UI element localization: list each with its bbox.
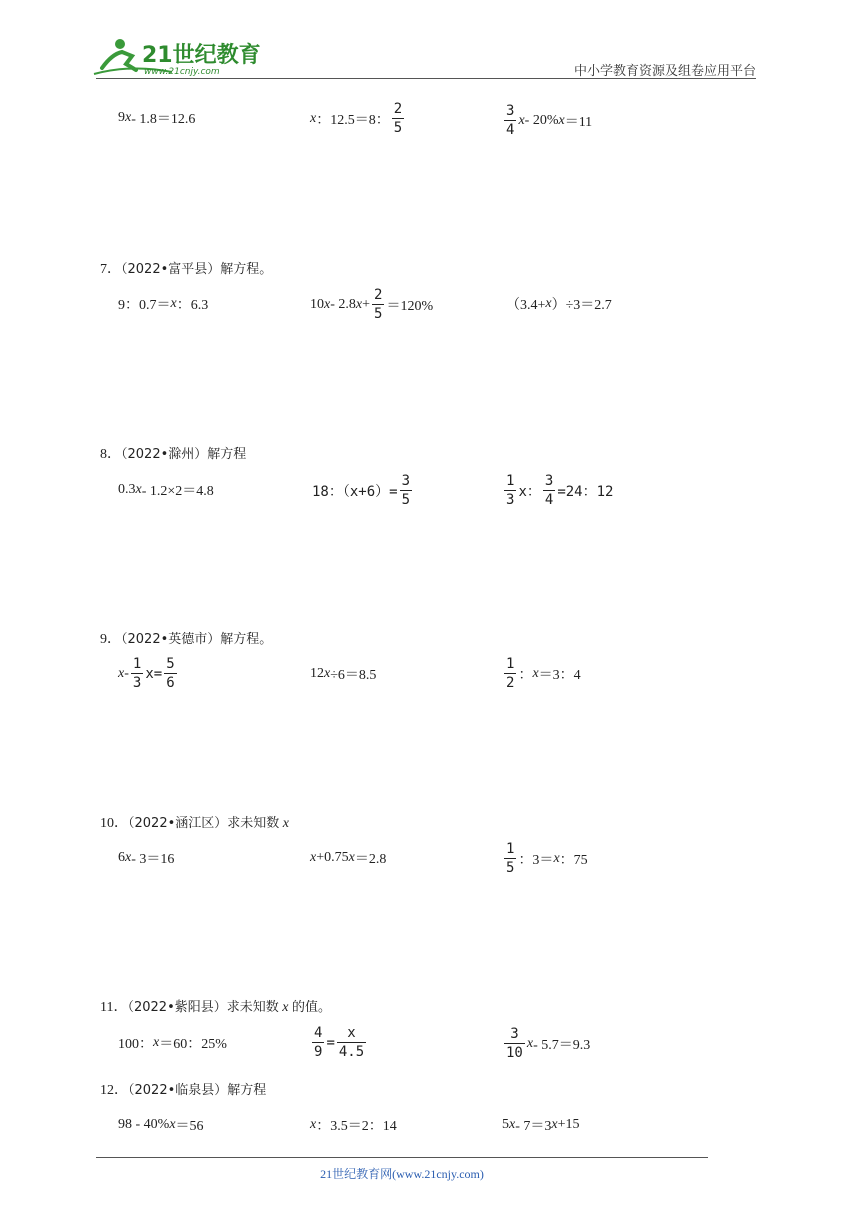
q11-eq-1: 100： x ＝60：25% (118, 1035, 227, 1052)
fraction: $\frac{3}{10}$ (506, 1026, 523, 1061)
fraction: $\frac{3}{4}$ (506, 103, 515, 138)
q10-eq-1: 6 x - 3＝16 (118, 850, 175, 867)
question-8-title: 8．（2022•滁州）解方程 (100, 447, 247, 462)
question-12-title: 12．（2022•临泉县）解方程 (100, 1083, 267, 1098)
top-eq-3: $\frac{3}{4}$ x - 20% x ＝11 (506, 103, 593, 138)
q7-eq-3: （3.4+ x ）÷3＝2.7 (506, 296, 612, 313)
q11-eq-3: $\frac{3}{10}$ x - 5.7＝9.3 (506, 1026, 591, 1061)
q11-eq-2: $\frac{4}{9}$ = $\frac{x}{4.5}$ (314, 1025, 365, 1060)
logo-url: www.21cnjy.com (144, 67, 220, 77)
question-9-title: 9．（2022•英德市）解方程。 (100, 632, 273, 647)
fraction: $\frac{1}{3}$ (132, 656, 142, 691)
q12-eq-1: 98 - 40% x ＝56 (118, 1117, 204, 1134)
fraction: $\frac{x}{4.5}$ (338, 1025, 365, 1060)
q8-eq-1: 0.3 x - 1.2×2＝4.8 (118, 482, 214, 499)
footer-site-link[interactable]: 21世纪教育网(www.21cnjy.com) (320, 1167, 484, 1181)
q10-eq-2: x +0.75 x ＝2.8 (310, 850, 387, 867)
q9-eq-1: x - $\frac{1}{3}$ x= $\frac{5}{6}$ (118, 656, 175, 691)
q12-eq-3: 5 x - 7＝3 x +15 (502, 1117, 580, 1134)
fraction: $\frac{1}{2}$ (506, 656, 515, 691)
top-eq-2: x ：12.5＝8： $\frac{2}{5}$ (310, 101, 403, 136)
q7-eq-2: 10 x - 2.8 x + $\frac{2}{5}$ ＝120% (310, 287, 434, 322)
fraction: $\frac{2}{5}$ (374, 287, 383, 322)
q8-eq-2: 18：（x+6）= $\frac{3}{5}$ (312, 473, 411, 508)
site-logo (92, 34, 262, 80)
q7-eq-1: 9：0.7＝ x ：6.3 (118, 296, 209, 313)
question-7-title: 7．（2022•富平县）解方程。 (100, 262, 273, 277)
q9-eq-2: 12 x ÷6＝8.5 (310, 666, 377, 683)
header-platform-text: 中小学教育资源及组卷应用平台 (573, 64, 756, 79)
q9-eq-3: $\frac{1}{2}$ ： x ＝3：4 (506, 656, 581, 691)
header-divider (96, 78, 756, 79)
question-10-title: 10．（2022•涵江区）求未知数 x (100, 816, 289, 831)
fraction: $\frac{2}{5}$ (393, 101, 403, 136)
fraction: $\frac{3}{5}$ (401, 473, 411, 508)
q10-eq-3: $\frac{1}{5}$ ：3＝ x ：75 (506, 841, 588, 876)
runner-logo-icon (92, 34, 262, 80)
fraction: $\frac{1}{3}$ (506, 473, 515, 508)
fraction: $\frac{4}{9}$ (314, 1025, 323, 1060)
fraction: $\frac{1}{5}$ (506, 841, 515, 876)
top-eq-1: 9 x - 1.8＝12.6 (118, 110, 196, 127)
fraction: $\frac{5}{6}$ (166, 656, 175, 691)
footer-divider (96, 1157, 708, 1158)
fraction: $\frac{3}{4}$ (544, 473, 554, 508)
q8-eq-3: $\frac{1}{3}$ x： $\frac{3}{4}$ =24：12 (506, 473, 614, 508)
q12-eq-2: x ：3.5＝2：14 (310, 1117, 397, 1134)
logo-text: 21世纪教育 (142, 43, 261, 68)
question-11-title: 11．（2022•紫阳县）求未知数 x 的值。 (100, 1000, 331, 1015)
